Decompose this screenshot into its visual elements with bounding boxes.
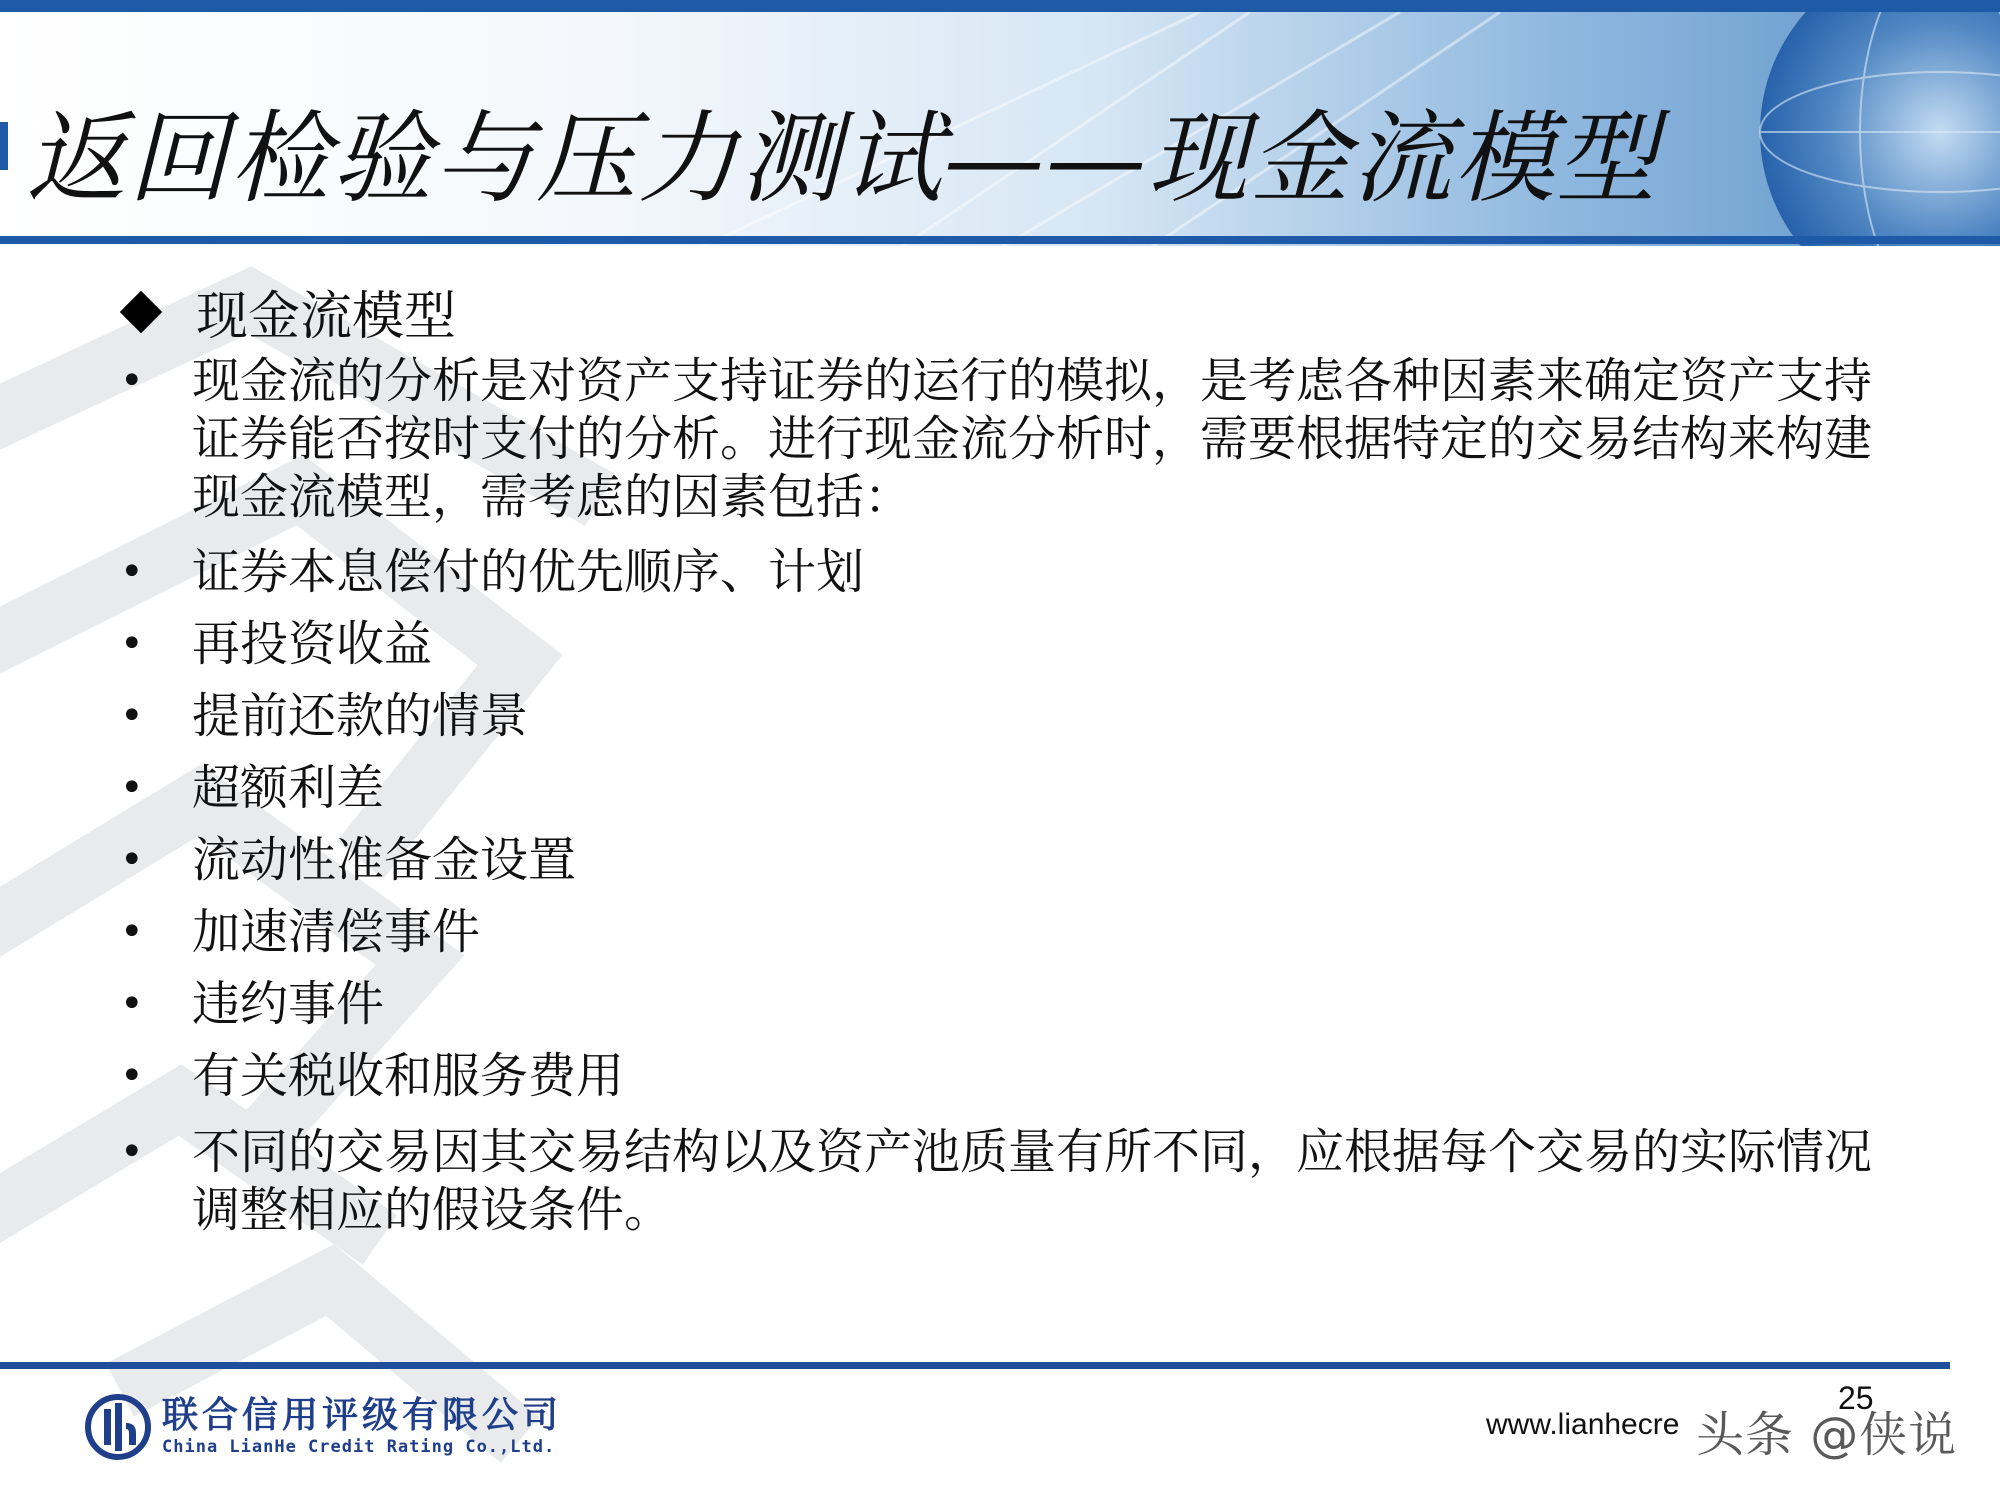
section-heading xyxy=(118,274,456,349)
source-watermark: 头条 @侠说 xyxy=(1696,1407,1958,1463)
bullet-icon: • xyxy=(120,837,144,883)
list-item xyxy=(118,687,1918,745)
bullet-text: 有关税收和服务费用 xyxy=(192,1048,625,1104)
bullet-text: 证券本息偿付的优先顺序、计划 xyxy=(192,544,865,600)
slide-title: 返回检验与压力测试——现金流模型 xyxy=(26,100,1658,217)
bullet-text: 超额利差 xyxy=(192,760,385,816)
bullet-text: 不同的交易因其交易结构以及资产池质量有所不同，应根据每个交易的实际情况调整相应的假设条件。 xyxy=(192,1124,1873,1238)
bullet-icon: • xyxy=(120,549,144,595)
company-name-cn: 联合信用评级有限公司 xyxy=(162,1395,563,1436)
company-name-en: China LianHe Credit Rating Co.,Ltd. xyxy=(162,1437,556,1457)
bullet-icon: • xyxy=(120,981,144,1027)
section-heading-text: 现金流模型 xyxy=(196,287,457,347)
lianhe-logo-icon xyxy=(84,1393,152,1461)
bullet-text: 提前还款的情景 xyxy=(192,688,529,744)
bullet-text: 现金流的分析是对资产支持证券的运行的模拟，是考虑各种因素来确定资产支持证券能否按时支付的分析。进行现金流分析时，需要根据特定的交易结构来构建现金流模型，需考虑的因素包括： xyxy=(192,353,1873,525)
list-item xyxy=(118,543,1918,601)
page-number: 25 xyxy=(1838,1380,1874,1416)
bullet-icon: • xyxy=(120,765,144,811)
footer-url: www.lianhecre xyxy=(1486,1408,1680,1441)
list-item xyxy=(118,759,1918,817)
list-item xyxy=(118,903,1918,961)
bullet-text: 加速清偿事件 xyxy=(192,904,481,960)
list-item xyxy=(118,1047,1918,1105)
bullet-icon: • xyxy=(120,1129,144,1175)
bullet-icon: • xyxy=(120,1053,144,1099)
bullet-icon: • xyxy=(120,909,144,955)
list-item xyxy=(118,615,1918,673)
bullet-icon: • xyxy=(120,693,144,739)
diamond-icon xyxy=(120,290,162,332)
bullet-icon: • xyxy=(120,358,144,404)
footer-divider xyxy=(0,1362,1950,1369)
list-item xyxy=(118,1123,1918,1239)
list-item xyxy=(118,352,1918,526)
bullet-icon: • xyxy=(120,621,144,667)
bullet-text: 违约事件 xyxy=(192,976,385,1032)
list-item xyxy=(118,831,1918,889)
company-logo xyxy=(84,1392,562,1462)
list-item xyxy=(118,975,1918,1033)
bullet-text: 流动性准备金设置 xyxy=(192,832,577,888)
bullet-text: 再投资收益 xyxy=(192,616,433,672)
